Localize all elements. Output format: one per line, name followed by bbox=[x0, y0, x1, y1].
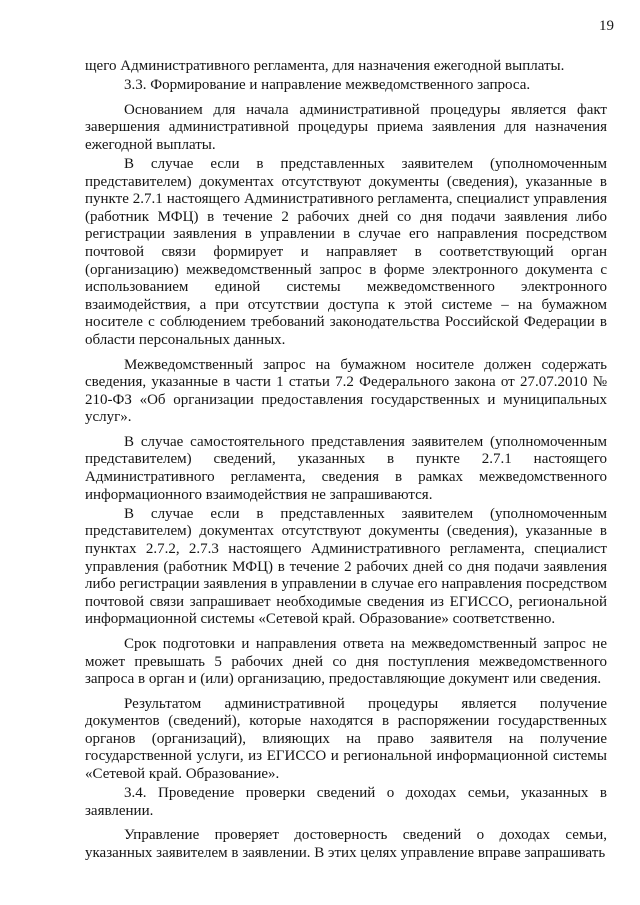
paragraph: В случае если в представленных заявителем (уполномоченным представителем) документах отсутствуют документы (сведения), указанные в пункте 2.7.1 настоящего Административного регламента, специалист управления (работник МФЦ) в течение 2 рабочих дней со дня подачи заявления либо регистрации заявления в управлении в случае его направления посредством почтовой связи формирует и направляет в соответствующий орган (организацию) межведомственный запрос в форме электронного документа с использованием единой системы межведомственного электронного взаимодействия, а при отсутствии доступа к этой системе – на бумажном носителе с соблюдением требований законодательства Российской Федерации в области персональных данных. bbox=[85, 155, 607, 348]
paragraph: В случае самостоятельного представления заявителем (уполномоченным представителем) сведений, указанных в пункте 2.7.1 настоящего Административного регламента, сведения в рамках межведомственного информационного взаимодействия не запрашиваются. bbox=[85, 433, 607, 503]
paragraph: Результатом административной процедуры является получение документов (сведений), которые находятся в распоряжении государственных органов (организаций), влияющих на право заявителя на получение государственной услуги, из ЕГИССО и региональной информационной системы «Сетевой край. Образование». bbox=[85, 695, 607, 783]
paragraph: В случае если в представленных заявителем (уполномоченным представителем) документах отсутствуют документы (сведения), указанные в пунктах 2.7.2, 2.7.3 настоящего Административного регламента, специалист управления (работник МФЦ) в течение 2 рабочих дней со дня подачи заявления либо регистрации заявления в управлении в случае его направления посредством почтовой связи запрашивает необходимые сведения из ЕГИССО, региональной информационной системы «Сетевой край. Образование» соответственно. bbox=[85, 505, 607, 628]
document-body bbox=[85, 58, 607, 864]
paragraph-continuation: щего Административного регламента, для назначения ежегодной выплаты. bbox=[85, 58, 565, 74]
paragraph: Основанием для начала административной процедуры является факт завершения административной процедуры приема заявления для назначения ежегодной выплаты. bbox=[85, 101, 607, 153]
page-number: 19 bbox=[599, 18, 614, 34]
section-heading-3-3: 3.3. Формирование и направление межведомственного запроса. bbox=[124, 77, 531, 94]
paragraph: Межведомственный запрос на бумажном носителе должен содержать сведения, указанные в части 1 статьи 7.2 Федерального закона от 27.07.2010 № 210-ФЗ «Об организации предоставления государственных и муниципальных услуг». bbox=[85, 356, 607, 426]
paragraph: Срок подготовки и направления ответа на межведомственный запрос не может превышать 5 рабочих дней со дня поступления межведомственного запроса в орган и (или) организацию, предоставляющие документ или сведения. bbox=[85, 635, 607, 688]
section-heading-3-4: 3.4. Проведение проверки сведений о доходах семьи, указанных в заявлении. bbox=[85, 785, 607, 819]
paragraph: Управление проверяет достоверность сведений о доходах семьи, указанных заявителем в заявлении. В этих целях управление вправе запрашивать bbox=[85, 827, 607, 861]
